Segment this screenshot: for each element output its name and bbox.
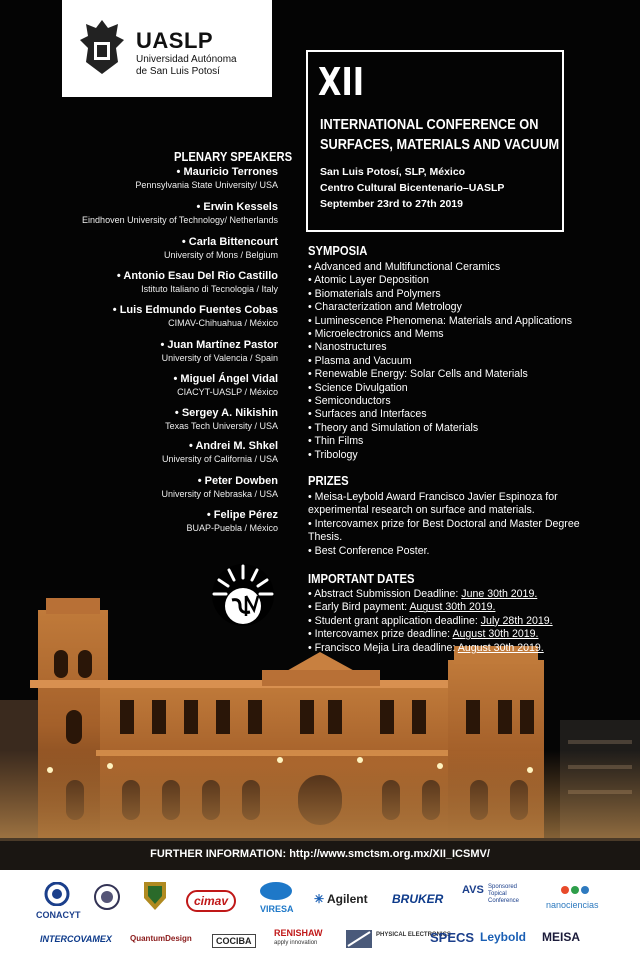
logo-title: UASLP <box>136 28 214 53</box>
speaker-item <box>165 407 278 431</box>
date-label: Intercovamex prize deadline: <box>314 628 453 641</box>
speaker-affiliation: University of Mons / Belgium <box>163 250 278 260</box>
speaker-name: • Juan Martínez Pastor <box>160 339 278 351</box>
important-dates-heading: IMPORTANT DATES <box>308 572 415 586</box>
sponsor-agilent-label: Agilent <box>326 892 368 906</box>
further-information-link[interactable]: FURTHER INFORMATION: http://www.smctsm.org.mx/XII_ICSMV/ <box>150 848 490 860</box>
sponsor-viresa: VIRESA <box>260 904 294 914</box>
list-item: • Plasma and Vacuum <box>308 355 572 368</box>
symposia-heading: SYMPOSIA <box>308 244 368 258</box>
sponsor-nanociencias: nanociencias <box>546 900 599 910</box>
date-label: Student grant application deadline: <box>314 614 481 627</box>
speaker-affiliation: Eindhoven University of Technology/ Netherlands <box>82 215 278 225</box>
society-emblem-icon <box>210 562 276 628</box>
edition-number: XII <box>318 60 365 104</box>
speaker-affiliation: University of Valencia / Spain <box>161 353 278 363</box>
eagle-seal-icon <box>78 18 126 76</box>
speaker-name: • Sergey A. Nikishin <box>174 407 278 419</box>
speaker-affiliation: CIMAV-Chihuahua / México <box>168 318 278 328</box>
speaker-item <box>164 236 278 260</box>
list-item: • Atomic Layer Deposition <box>308 274 572 287</box>
list-item: • Renewable Energy: Solar Cells and Materials <box>308 368 572 381</box>
uaslp-logo[interactable] <box>62 0 272 97</box>
viresa-logo-icon <box>258 880 294 902</box>
speaker-name: • Carla Bittencourt <box>181 236 278 248</box>
sponsor-leybold: Leybold <box>480 930 527 944</box>
speaker-name: • Luis Edmundo Fuentes Cobas <box>112 304 278 316</box>
speaker-affiliation: CIACYT-UASLP / México <box>177 387 278 397</box>
sponsor-physical-electronics: PHYSICAL ELECTRONICS <box>376 932 451 938</box>
speaker-affiliation: Istituto Italiano di Tecnologia / Italy <box>141 284 278 294</box>
list-item: • Science Divulgation <box>308 382 572 395</box>
sponsor-bruker: BRUKER <box>392 892 444 906</box>
conference-location: San Luis Potosí, SLP, México <box>320 166 466 178</box>
smctsm-seal-icon <box>94 882 120 912</box>
date-value: August 30th 2019. <box>457 641 544 654</box>
sponsor-conacyt: CONACYT <box>36 910 81 920</box>
list-item: • Characterization and Metrology <box>308 301 572 314</box>
list-item: • Meisa-Leybold Award Francisco Javier Espinoza for experimental research on surface and materials. <box>308 491 598 518</box>
list-item: • Microelectronics and Mems <box>308 328 572 341</box>
list-item: • Theory and Simulation of Materials <box>308 422 572 435</box>
conference-title-line-2: SURFACES, MATERIALS AND VACUUM <box>320 136 560 153</box>
list-item: • Luminescence Phenomena: Materials and Applications <box>308 315 572 328</box>
logo-subtitle-line-1: Universidad Autónoma <box>136 54 237 65</box>
renishaw-tagline: apply innovation <box>274 940 318 946</box>
speaker-affiliation: BUAP-Puebla / México <box>186 523 278 533</box>
speaker-name: • Peter Dowben <box>197 475 278 487</box>
prizes-list <box>308 491 598 558</box>
date-item <box>308 588 553 601</box>
list-item: • Advanced and Multifunctional Ceramics <box>308 261 572 274</box>
list-item: • Semiconductors <box>308 395 572 408</box>
list-item: • Thin Films <box>308 435 572 448</box>
avs-caption <box>488 884 519 905</box>
sponsor-specs: SPECS <box>430 930 475 945</box>
sponsor-intercovamex: INTERCOVAMEX <box>40 934 112 944</box>
logo-subtitle <box>136 54 237 78</box>
phi-logo-icon <box>346 930 372 948</box>
date-label: Early Bird payment: <box>314 601 410 614</box>
date-item <box>308 642 553 655</box>
date-item <box>308 628 553 641</box>
sponsor-agilent: ✳ Agilent <box>314 892 368 906</box>
speaker-item <box>135 166 278 190</box>
speaker-item <box>174 373 279 397</box>
avs-caption-line-1: Sponsored <box>488 884 518 890</box>
date-item <box>308 615 553 628</box>
sponsor-quantum-design: QuantumDesign <box>130 934 192 943</box>
logo-subtitle-line-2: de San Luis Potosí <box>136 66 220 77</box>
speaker-affiliation: University of California / USA <box>161 454 278 464</box>
list-item: • Nanostructures <box>308 341 572 354</box>
list-item: • Intercovamex prize for Best Doctoral and Master Degree Thesis. <box>308 518 598 545</box>
speaker-item <box>160 339 278 363</box>
date-value: August 30th 2019. <box>452 628 539 641</box>
sponsor-meisa: MEISA <box>542 930 581 944</box>
speaker-name: • Erwin Kessels <box>196 201 278 213</box>
list-item: • Surfaces and Interfaces <box>308 408 572 421</box>
sponsor-cociba: COCIBA <box>212 934 256 948</box>
uaslp-shield-icon <box>142 880 168 912</box>
speaker-name: • Miguel Ángel Vidal <box>173 373 278 385</box>
conacyt-logo-icon <box>40 882 74 906</box>
important-dates-list <box>308 588 553 655</box>
speaker-name: • Antonio Esau Del Rio Castillo <box>116 270 278 282</box>
speaker-item <box>186 509 278 533</box>
speaker-affiliation: Pennsylvania State University/ USA <box>135 180 278 190</box>
date-label: Abstract Submission Deadline: <box>314 588 462 600</box>
sponsor-cimav: cimav <box>186 890 236 912</box>
conference-title-box <box>306 50 564 232</box>
speaker-name: • Mauricio Terrones <box>176 166 278 178</box>
conference-dates: September 23rd to 27th 2019 <box>320 198 463 210</box>
speaker-item <box>82 201 278 225</box>
sponsor-renishaw: RENISHAW <box>274 928 323 938</box>
sponsor-avs: AVS <box>462 884 484 896</box>
date-value: June 30th 2019. <box>461 588 538 600</box>
list-item: • Best Conference Poster. <box>308 545 598 558</box>
speaker-item <box>117 270 278 294</box>
symposia-list <box>308 261 572 462</box>
prizes-heading: PRIZES <box>308 474 349 488</box>
speaker-affiliation: University of Nebraska / USA <box>161 489 278 499</box>
date-item <box>308 601 553 614</box>
plenary-speakers-heading: PLENARY SPEAKERS <box>174 150 293 164</box>
speaker-item <box>113 304 278 328</box>
speaker-name: • Felipe Pérez <box>206 509 278 521</box>
sponsor-logos <box>0 870 640 960</box>
date-label: Francisco Mejia Lira deadline: <box>314 641 458 654</box>
list-item: • Tribology <box>308 449 572 462</box>
date-value: August 30th 2019. <box>409 601 496 614</box>
list-item: • Biomaterials and Polymers <box>308 288 572 301</box>
speaker-item <box>162 440 278 464</box>
conference-title-line-1: INTERNATIONAL CONFERENCE ON <box>320 116 539 133</box>
conference-venue: Centro Cultural Bicentenario–UASLP <box>320 182 505 194</box>
nanociencias-dots-icon <box>560 882 590 898</box>
avs-caption-line-2: Topical <box>488 891 507 897</box>
date-value: July 28th 2019. <box>480 614 553 627</box>
speaker-name: • Andrei M. Shkel <box>188 440 278 452</box>
speaker-item <box>161 475 278 499</box>
avs-caption-line-3: Conference <box>488 898 520 904</box>
speaker-affiliation: Texas Tech University / USA <box>165 421 278 431</box>
